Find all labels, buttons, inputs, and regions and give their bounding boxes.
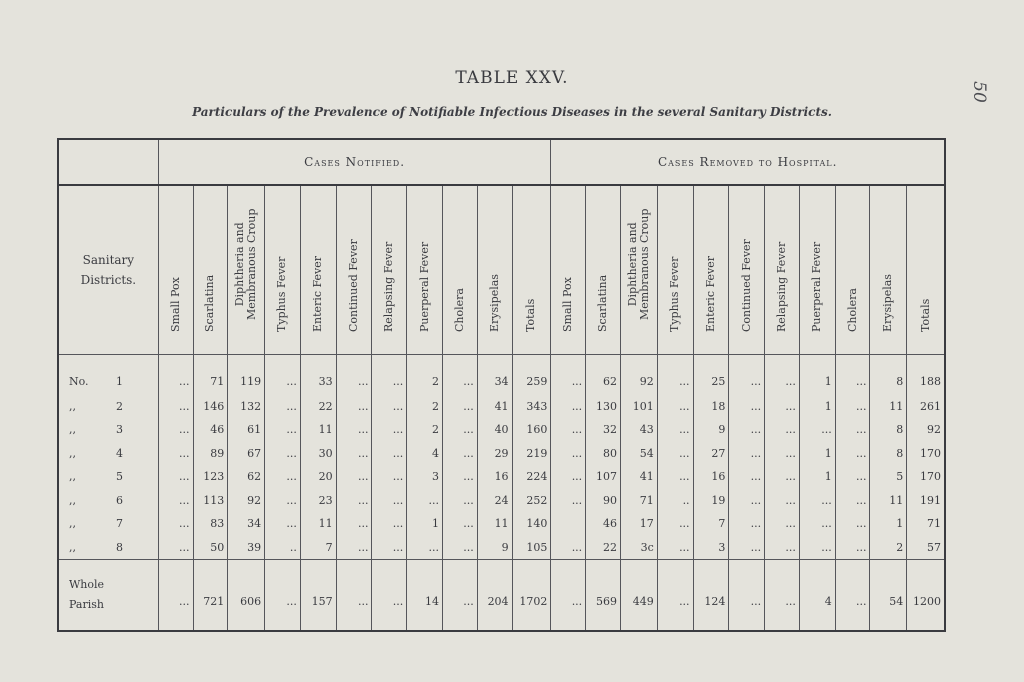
table-row	[58, 355, 945, 395]
table-cell: 57	[907, 536, 945, 560]
table-cell: 50	[193, 536, 228, 560]
table-cell: 14	[407, 560, 443, 631]
table-cell: 92	[620, 355, 657, 395]
table-cell: ...	[443, 441, 478, 465]
table-cell: 224	[512, 465, 551, 489]
table-cell: 2	[870, 536, 907, 560]
table-cell: ...	[336, 355, 372, 395]
table-cell: 7	[693, 512, 729, 536]
col-notified-enteric: Enteric Fever	[300, 185, 336, 355]
table-cell: ...	[657, 441, 693, 465]
table-cell: ...	[765, 560, 800, 631]
table-cell: 219	[512, 441, 551, 465]
col-removed-scarlatina: Scarlatina	[586, 185, 621, 355]
table-cell: ...	[336, 441, 372, 465]
table-cell: 7	[300, 536, 336, 560]
table-cell: 3	[693, 536, 729, 560]
table-cell: ...	[158, 512, 193, 536]
col-removed-diphtheria: Diphtheria and Membranous Croup	[620, 185, 657, 355]
table-cell: ...	[265, 560, 301, 631]
table-cell: ...	[443, 560, 478, 631]
table-cell: ...	[336, 394, 372, 418]
table-cell: 29	[477, 441, 512, 465]
table-cell: ...	[158, 394, 193, 418]
district-label: ,, 5	[58, 465, 158, 489]
table-cell: ...	[835, 418, 870, 442]
total-row-label: Whole Parish	[58, 560, 158, 631]
table-cell: 71	[620, 489, 657, 513]
table-cell: 5	[870, 465, 907, 489]
table-cell: ...	[765, 394, 800, 418]
table-cell: ...	[372, 465, 407, 489]
table-cell: 9	[693, 418, 729, 442]
col-removed-relapsing: Relapsing Fever	[765, 185, 800, 355]
table-cell: ...	[265, 418, 301, 442]
table-cell: ...	[729, 489, 765, 513]
table-cell: 2	[407, 355, 443, 395]
table-cell: 569	[586, 560, 621, 631]
table-cell: 18	[693, 394, 729, 418]
table-cell: ...	[443, 418, 478, 442]
table-cell: 9	[477, 536, 512, 560]
col-notified-typhus: Typhus Fever	[265, 185, 301, 355]
table-cell: 3c	[620, 536, 657, 560]
table-cell: 343	[512, 394, 551, 418]
table-cell: ...	[158, 536, 193, 560]
table-cell: 188	[907, 355, 945, 395]
table-cell: ...	[799, 489, 835, 513]
table-cell: ...	[765, 355, 800, 395]
table-cell: ..	[265, 536, 301, 560]
table-cell: 11	[300, 418, 336, 442]
table-cell: 22	[586, 536, 621, 560]
table-cell: 23	[300, 489, 336, 513]
table-cell: ...	[835, 465, 870, 489]
col-notified-continued: Continued Fever	[336, 185, 372, 355]
district-label: ,, 3	[58, 418, 158, 442]
table-cell: 123	[193, 465, 228, 489]
table-cell: ...	[657, 512, 693, 536]
table-cell: ...	[729, 355, 765, 395]
table-cell: ...	[551, 489, 586, 513]
table-cell: ...	[729, 465, 765, 489]
table-cell: 92	[907, 418, 945, 442]
table-cell: 33	[300, 355, 336, 395]
table-cell: 101	[620, 394, 657, 418]
table-cell: 1	[799, 441, 835, 465]
table-cell: ...	[336, 489, 372, 513]
table-cell: 17	[620, 512, 657, 536]
table-cell: 89	[193, 441, 228, 465]
table-cell: ...	[657, 536, 693, 560]
col-notified-erysipelas: Erysipelas	[477, 185, 512, 355]
table-cell: 80	[586, 441, 621, 465]
district-label: ,, 4	[58, 441, 158, 465]
table-cell: ...	[729, 536, 765, 560]
table-cell: 46	[193, 418, 228, 442]
table-cell: ...	[551, 560, 586, 631]
table-cell: 34	[477, 355, 512, 395]
table-cell: 83	[193, 512, 228, 536]
table-cell: ...	[835, 394, 870, 418]
table-cell: ...	[443, 512, 478, 536]
table-cell: 16	[477, 465, 512, 489]
table-cell: ...	[372, 394, 407, 418]
table-cell: ...	[657, 465, 693, 489]
table-cell: ..	[657, 489, 693, 513]
table-cell: 8	[870, 441, 907, 465]
total-row	[58, 560, 945, 631]
district-label: ,, 6	[58, 489, 158, 513]
table-cell: 259	[512, 355, 551, 395]
table-cell: 252	[512, 489, 551, 513]
table-cell: ...	[657, 560, 693, 631]
table-cell: ...	[657, 418, 693, 442]
table-cell: 11	[870, 489, 907, 513]
table-cell: ...	[265, 512, 301, 536]
table-cell: 449	[620, 560, 657, 631]
table-cell: ...	[657, 394, 693, 418]
col-notified-totals: Totals	[512, 185, 551, 355]
table-cell: 146	[193, 394, 228, 418]
table-cell: 130	[586, 394, 621, 418]
table-cell: ...	[158, 441, 193, 465]
col-removed-totals: Totals	[907, 185, 945, 355]
table-cell: ...	[407, 489, 443, 513]
table-cell: 204	[477, 560, 512, 631]
table-cell: 40	[477, 418, 512, 442]
table-cell: ...	[551, 441, 586, 465]
district-column-header: Sanitary Districts.	[58, 185, 158, 355]
group-notified-header: Cases Notified.	[158, 139, 551, 185]
table-cell: ...	[372, 536, 407, 560]
table-cell: 157	[300, 560, 336, 631]
table-cell: 105	[512, 536, 551, 560]
table-cell: 8	[870, 418, 907, 442]
table-cell: 191	[907, 489, 945, 513]
col-notified-scarlatina: Scarlatina	[193, 185, 228, 355]
col-removed-erysipelas: Erysipelas	[870, 185, 907, 355]
col-removed-small-pox: Small Pox	[551, 185, 586, 355]
table-cell: ...	[799, 418, 835, 442]
table-subtitle: Particulars of the Prevalence of Notifiable Infectious Diseases in the several Sanitary Districts.	[192, 105, 832, 119]
table-cell: ...	[336, 465, 372, 489]
table-cell: ...	[158, 560, 193, 631]
table-cell: 11	[870, 394, 907, 418]
table-row	[58, 536, 945, 560]
district-label: ,, 8	[58, 536, 158, 560]
table-cell: ...	[265, 394, 301, 418]
table-row	[58, 418, 945, 442]
table-cell: 71	[907, 512, 945, 536]
table-cell: 22	[300, 394, 336, 418]
table-cell: 1	[407, 512, 443, 536]
table-cell: 11	[300, 512, 336, 536]
table-cell: 41	[620, 465, 657, 489]
table-cell: 90	[586, 489, 621, 513]
table-cell: ...	[158, 465, 193, 489]
table-cell: ...	[657, 355, 693, 395]
table-cell	[551, 512, 586, 536]
table-cell: ...	[336, 418, 372, 442]
col-removed-puerperal: Puerperal Fever	[799, 185, 835, 355]
table-row	[58, 394, 945, 418]
table-cell: ...	[765, 512, 800, 536]
table-cell: ...	[835, 512, 870, 536]
district-label: ,, 2	[58, 394, 158, 418]
table-row	[58, 489, 945, 513]
table-cell: ...	[372, 489, 407, 513]
table-cell: 61	[228, 418, 265, 442]
table-cell: ...	[372, 441, 407, 465]
table-cell: ...	[336, 536, 372, 560]
table-cell: ...	[265, 465, 301, 489]
table-row	[58, 441, 945, 465]
table-cell: 1	[799, 465, 835, 489]
table-cell: 1	[799, 394, 835, 418]
table-cell: ...	[729, 512, 765, 536]
table-cell: 2	[407, 394, 443, 418]
table-cell: 19	[693, 489, 729, 513]
table-cell: ...	[765, 489, 800, 513]
table-cell: ...	[835, 560, 870, 631]
table-cell: 4	[407, 441, 443, 465]
table-cell: 43	[620, 418, 657, 442]
col-notified-cholera: Cholera	[443, 185, 478, 355]
table-cell: 11	[477, 512, 512, 536]
table-cell: 39	[228, 536, 265, 560]
table-cell: 34	[228, 512, 265, 536]
table-cell: ...	[265, 489, 301, 513]
table-cell: ...	[372, 512, 407, 536]
table-cell: 54	[870, 560, 907, 631]
table-cell: ...	[372, 418, 407, 442]
table-cell: ...	[265, 441, 301, 465]
table-cell: ...	[729, 418, 765, 442]
table-cell: 71	[193, 355, 228, 395]
table-cell: 46	[586, 512, 621, 536]
table-cell: ...	[336, 512, 372, 536]
col-notified-relapsing: Relapsing Fever	[372, 185, 407, 355]
table-cell: ...	[799, 536, 835, 560]
table-title: TABLE XXV.	[455, 68, 569, 88]
table-cell: ...	[729, 441, 765, 465]
col-notified-diphtheria: Diphtheria and Membranous Croup	[228, 185, 265, 355]
table-cell: ...	[765, 441, 800, 465]
table-cell: ...	[443, 465, 478, 489]
table-cell: ...	[835, 489, 870, 513]
table-cell: 2	[407, 418, 443, 442]
table-cell: ...	[443, 394, 478, 418]
col-removed-typhus: Typhus Fever	[657, 185, 693, 355]
col-removed-enteric: Enteric Fever	[693, 185, 729, 355]
table-cell: 20	[300, 465, 336, 489]
table-cell: ...	[158, 489, 193, 513]
table-cell: 27	[693, 441, 729, 465]
table-cell: 124	[693, 560, 729, 631]
table-cell: 30	[300, 441, 336, 465]
table-cell: ...	[835, 355, 870, 395]
table-cell: 1702	[512, 560, 551, 631]
table-cell: 54	[620, 441, 657, 465]
table-cell: ...	[551, 394, 586, 418]
table-cell: 1	[799, 355, 835, 395]
table-cell: ...	[158, 418, 193, 442]
table-cell: ...	[551, 465, 586, 489]
district-label: No. 1	[58, 355, 158, 395]
table-cell: ...	[443, 489, 478, 513]
table-row	[58, 512, 945, 536]
table-cell: ...	[336, 560, 372, 631]
table-cell: 4	[799, 560, 835, 631]
table-cell: ...	[835, 536, 870, 560]
table-cell: 24	[477, 489, 512, 513]
table-cell: 41	[477, 394, 512, 418]
disease-table	[57, 138, 946, 632]
table-cell: ...	[372, 560, 407, 631]
col-notified-small-pox: Small Pox	[158, 185, 193, 355]
table-cell: ...	[729, 560, 765, 631]
table-cell: 16	[693, 465, 729, 489]
table-row	[58, 465, 945, 489]
table-cell: ...	[835, 441, 870, 465]
table-cell: 170	[907, 465, 945, 489]
page-number: 50	[968, 81, 989, 103]
district-label: ,, 7	[58, 512, 158, 536]
table-cell: ...	[765, 418, 800, 442]
table-cell: ...	[443, 355, 478, 395]
table-cell: 132	[228, 394, 265, 418]
table-cell: 261	[907, 394, 945, 418]
table-cell: 140	[512, 512, 551, 536]
table-cell: 3	[407, 465, 443, 489]
table-body	[58, 355, 945, 632]
table-cell: ...	[551, 536, 586, 560]
group-removed-header: Cases Removed to Hospital.	[551, 139, 945, 185]
table-cell: 113	[193, 489, 228, 513]
table-cell: ...	[443, 536, 478, 560]
col-removed-cholera: Cholera	[835, 185, 870, 355]
table-cell: 170	[907, 441, 945, 465]
table-cell: 25	[693, 355, 729, 395]
table-cell: ...	[551, 355, 586, 395]
table-cell: ...	[765, 465, 800, 489]
col-removed-continued: Continued Fever	[729, 185, 765, 355]
table-cell: ...	[265, 355, 301, 395]
table-cell: 32	[586, 418, 621, 442]
table-cell: 1	[870, 512, 907, 536]
table-cell: 160	[512, 418, 551, 442]
table-cell: 107	[586, 465, 621, 489]
table-cell: ...	[765, 536, 800, 560]
table-cell: 62	[586, 355, 621, 395]
table-cell: 119	[228, 355, 265, 395]
corner-cell	[58, 139, 158, 185]
table-cell: 67	[228, 441, 265, 465]
table-cell: 1200	[907, 560, 945, 631]
table-cell: ...	[551, 418, 586, 442]
table-cell: 606	[228, 560, 265, 631]
table-cell: ...	[799, 512, 835, 536]
table-cell: ...	[407, 536, 443, 560]
table-cell: ...	[729, 394, 765, 418]
table-cell: 62	[228, 465, 265, 489]
table-cell: ...	[158, 355, 193, 395]
table-cell: 721	[193, 560, 228, 631]
col-notified-puerperal: Puerperal Fever	[407, 185, 443, 355]
table-cell: 92	[228, 489, 265, 513]
table-cell: ...	[372, 355, 407, 395]
table-cell: 8	[870, 355, 907, 395]
